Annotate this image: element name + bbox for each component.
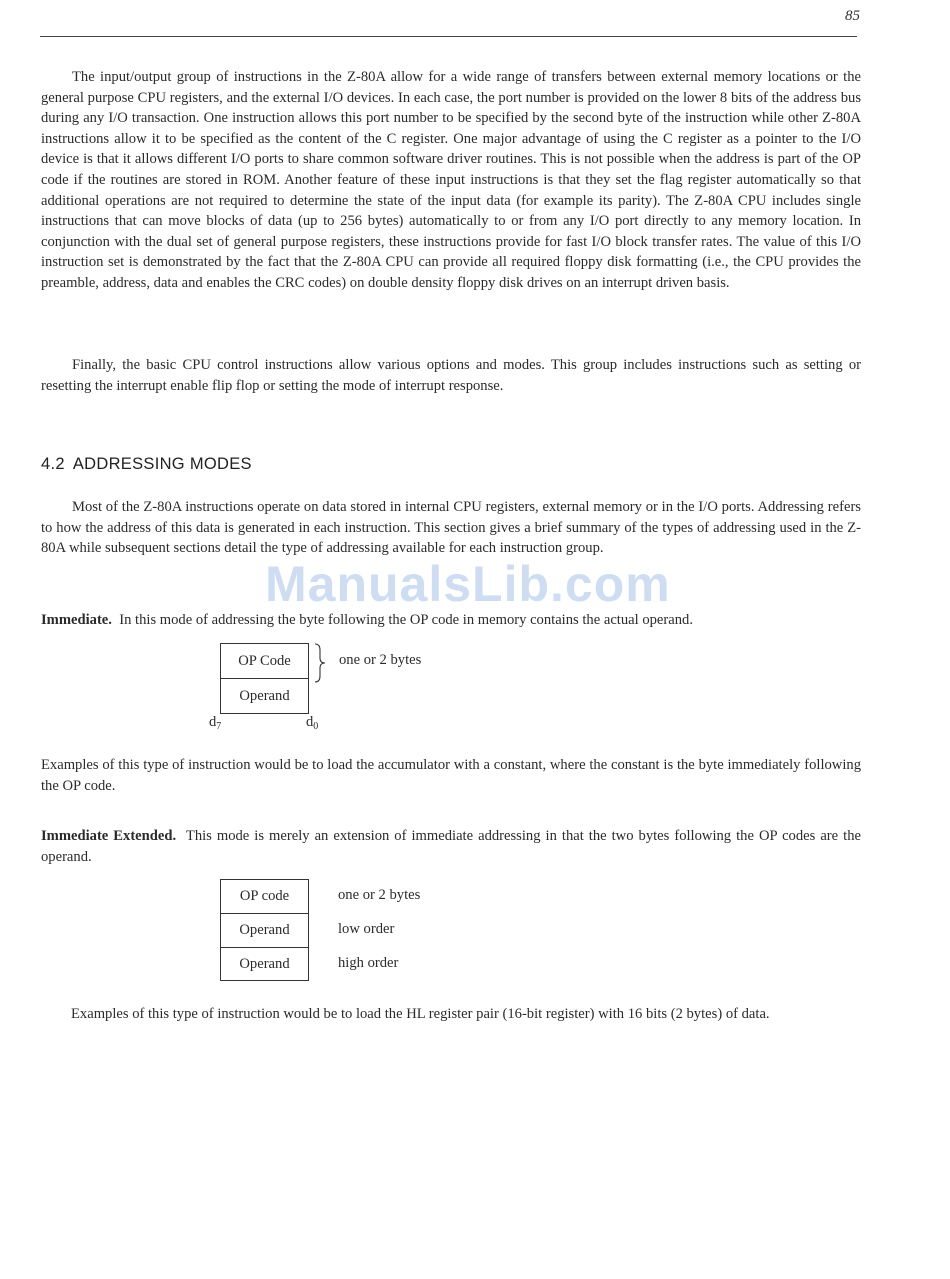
ext-opcode-label: one or 2 bytes <box>338 887 421 903</box>
ext-operand-high-box: Operand <box>220 947 309 981</box>
immediate-paragraph <box>41 610 861 631</box>
immediate-example: Examples of this type of instruction would be to load the accumulator with a constant, where the constant is the byte immediately following the OP code. <box>41 757 861 794</box>
immediate-extended-example: Examples of this type of instruction would be to load the HL register pair (16-bit register) with 16 bits (2 bytes) of data. <box>71 1006 770 1022</box>
immediate-operand-box: Operand <box>220 678 309 714</box>
ext-operand-low-box: Operand <box>220 913 309 948</box>
section-title: ADDRESSING MODES <box>72 455 252 473</box>
watermark: ManualsLib.com <box>265 556 671 612</box>
brace-icon <box>313 643 327 683</box>
bit-low-sub: 0 <box>313 721 319 732</box>
immediate-term: Immediate. <box>41 612 112 628</box>
section-heading <box>41 455 252 474</box>
immediate-extended-paragraph <box>41 826 861 867</box>
bit-label-d7 <box>209 714 221 732</box>
intro-paragraph-2: Finally, the basic CPU control instructions allow various options and modes. This group includes instructions such as setting or resetting the interrupt enable flip flop or setting the mode of interrupt response. <box>41 357 861 394</box>
header-rule <box>40 36 857 37</box>
immediate-extended-term: Immediate Extended. <box>41 828 177 844</box>
intro-paragraph-1: The input/output group of instructions in the Z-80A allow for a wide range of transfers between external memory locations or the general purpose CPU registers, and the external I/O devices. In each case, the port number is provided on the lower 8 bits of the address bus during any I/O transaction. One instruction allows this port number to be specified by the second byte of the instruction while other Z-80A instructions allow it to be specified as the content of the C register. One major advantage of using the C register as a pointer to the I/O device is that it allows different I/O ports to share common software driver routines. This is not possible when the address is part of the OP code if the routines are stored in ROM. Another feature of these input instructions is that they set the flag register automatically so that additional operations are not required to determine the state of the input data (for example its parity). The Z-80A CPU includes single instructions that can move blocks of data (up to 256 bytes) automatically to or from any I/O port directly to any memory location. In conjunction with the dual set of general purpose registers, these instructions provide for fast I/O block transfer rates. The value of this I/O instruction set is demonstrated by the fact that the Z-80A CPU can provide all required floppy disk formatting (i.e., the CPU provides the preamble, address, data and enables the CRC codes) on double density floppy disk drives on an interrupt driven basis. <box>41 69 861 291</box>
immediate-description: In this mode of addressing the byte following the OP code in memory contains the actual operand. <box>119 612 693 628</box>
immediate-brace-label: one or 2 bytes <box>339 652 422 668</box>
ext-opcode-box: OP code <box>220 879 309 914</box>
bit-low-letter: d <box>306 714 314 730</box>
page-number: 85 <box>845 8 860 24</box>
ext-low-order-label: low order <box>338 921 395 937</box>
ext-high-order-label: high order <box>338 955 399 971</box>
addressing-intro-paragraph: Most of the Z-80A instructions operate on data stored in internal CPU registers, external memory or in the I/O ports. Addressing refers to how the address of this data is generated in each instruction. This section gives a brief summary of the types of addressing used in the Z-80A while subsequent sections detail the type of addressing available for each instruction group. <box>41 499 861 557</box>
immediate-opcode-box: OP Code <box>220 643 309 679</box>
bit-label-d0 <box>306 714 318 732</box>
immediate-extended-description: This mode is merely an extension of immediate addressing in that the two bytes following the OP codes are the operand. <box>41 828 861 865</box>
bit-high-letter: d <box>209 714 217 730</box>
bit-high-sub: 7 <box>216 721 222 732</box>
section-number: 4.2 <box>41 455 65 473</box>
